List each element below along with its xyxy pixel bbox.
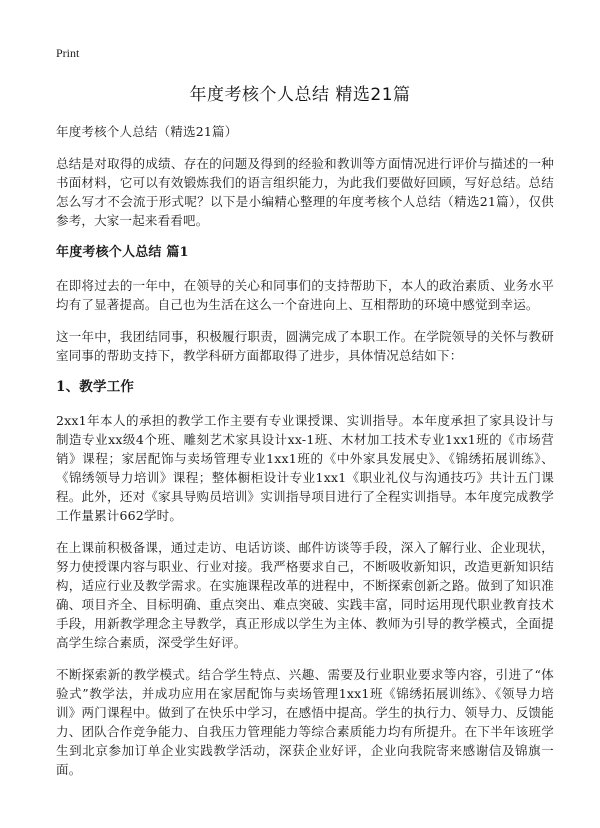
section-heading: 年度考核个人总结 篇1 xyxy=(56,245,189,260)
paragraph-4: 在上课前积极备课，通过走访、电话访谈、邮件访谈等手段，深入了解行业、企业现状，努力使授课内容与职业、行业对接。我严格要求自己，不断吸收新知识，改造更新知识结构，适应行业及教学需求。在实施课程改革的进程中，不断探索创新之路。做到了知识准确、项目齐全、目标明确、重点突出、难点突破、实践丰富，同时运用现代职业教育技术手段，用新教学理念主导教学，真正形成以学生为主体、教师为引导的教学模式，全面提高学生综合素质，深受学生好评。 xyxy=(56,540,554,650)
article-body xyxy=(56,122,554,792)
page-title: 年度考核个人总结 精选21篇 xyxy=(189,85,411,105)
paragraph-1: 在即将过去的一年中，在领导的关心和同事们的支持帮助下，本人的政治素质、业务水平均有了显著提高。自己也为生活在这么一个奋进向上、互相帮助的环境中感觉到幸运。 xyxy=(56,278,554,312)
article-subtitle: 年度考核个人总结（精选21篇） xyxy=(56,124,238,139)
paragraph-2: 这一年中，我团结同事，积极履行职责，圆满完成了本职工作。在学院领导的关怀与教研室同事的帮助支持下，教学科研方面都取得了进步，具体情况总结如下： xyxy=(56,329,554,363)
paragraph-3: 2xx1年本人的承担的教学工作主要有专业课授课、实训指导。本年度承担了家具设计与制造专业xx级4个班、雕刻艺术家具设计xx-1班、木材加工技术专业1xx1班的《市场营销》课程；家居配饰与卖场管理专业1xx1班的《中外家具发展史》、《锦绣拓展训练》、《锦绣领导力培训》课程；整体橱柜设计专业1xx1《职业礼仪与沟通技巧》共计五门课程。此外，还对《家具导购员培训》实训指导项目进行了全程实训指导。本年度完成教学工作量累计662学时。 xyxy=(56,413,554,523)
intro-paragraph: 总结是对取得的成绩、存在的问题及得到的经验和教训等方面情况进行评价与描述的一种书面材料，它可以有效锻炼我们的语言组织能力，为此我们要做好回顾，写好总结。总结怎么写才不会流于形式呢？以下是小编精心整理的年度考核个人总结（精选21篇），仅供参考，大家一起来看看吧。 xyxy=(56,156,554,228)
print-link[interactable]: Print xyxy=(56,46,80,60)
paragraph-5: 不断探索新的教学模式。结合学生特点、兴趣、需要及行业职业要求等内容，引进了“体验式”教学法，并成功应用在家居配饰与卖场管理1xx1班《锦绣拓展训练》、《领导力培训》两门课程中。做到了在快乐中学习，在感悟中提高。学生的执行力、领导力、反馈能力、团队合作竞争能力、自我压力管理能力等综合素质能力均有所提升。在下半年该班学生到北京参加订单企业实践教学活动，深获企业好评，企业向我院寄来感谢信及锦旗一面。 xyxy=(56,667,554,777)
subheading-teaching: 1、教学工作 xyxy=(56,379,135,395)
